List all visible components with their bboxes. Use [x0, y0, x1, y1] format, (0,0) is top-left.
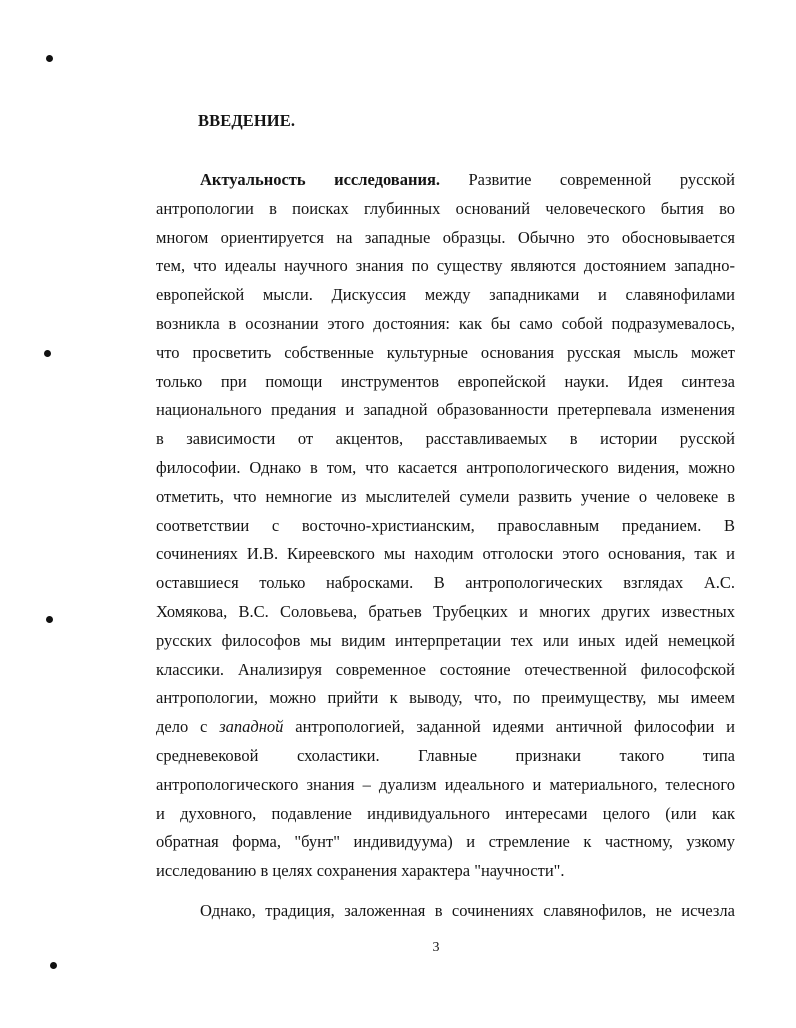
text-line: возникла в осознании этого достояния: как бы само собой подразумевалось, — [156, 313, 735, 333]
italic-term: западной — [219, 717, 284, 737]
bold-term: исследования. — [334, 170, 441, 189]
text-line: обратная форма, "бунт" индивидуума) и стремление к частному, узкому — [156, 832, 735, 852]
text-line: многом ориентируется на западные образцы. Обычно это обосновывается — [156, 227, 735, 247]
text-line: русских философов мы видим интерпретации тех или иных идей немецкой — [156, 630, 735, 650]
text-line: сочинениях И.В. Киреевского мы находим отголоски этого основания, так и — [156, 544, 735, 564]
text-line: антропологии, можно прийти к выводу, что, по преимуществу, мы имеем — [156, 688, 735, 708]
text-line: средневековой схоластики. Главные признаки такого типа — [156, 745, 735, 765]
bold-term: Актуальность — [200, 170, 306, 189]
page-number: 3 — [432, 940, 440, 955]
paragraph-relevance — [156, 166, 735, 886]
text-line: соответствии с восточно-христианским, православным преданием. В — [156, 515, 735, 535]
text-line: и духовного, подавление индивидуального интересами целого (или как — [156, 803, 735, 823]
text-line: антропологического знания – дуализм идеального и материального, телесного — [156, 774, 735, 794]
text-line: тем, что идеалы научного знания по существу являются достоянием западно- — [156, 256, 735, 276]
text-line: европейской мысли. Дискуссия между западниками и славянофилами — [156, 285, 735, 305]
text-line: только при помощи инструментов европейской науки. Идея синтеза — [156, 371, 735, 391]
paragraph-continuation — [156, 897, 735, 926]
text-fragment: дело с — [156, 717, 208, 737]
text-line: исследованию в целях сохранения характера "научности". — [156, 861, 565, 881]
section-title: ВВЕДЕНИЕ. — [198, 111, 296, 130]
binder-hole-mark — [50, 962, 57, 969]
text-line: Однако, традиция, заложенная в сочинениях славянофилов, не исчезла — [200, 901, 735, 920]
text-line — [156, 713, 735, 742]
text-line: философии. Однако в том, что касается антропологического видения, можно — [156, 457, 735, 477]
binder-hole-mark — [46, 55, 53, 62]
text-line — [156, 166, 735, 195]
text-line: отметить, что немногие из мыслителей сумели развить учение о человеке в — [156, 486, 735, 506]
binder-hole-mark — [46, 616, 53, 623]
text-line: антропологии в поисках глубинных оснований человеческого бытия во — [156, 198, 735, 218]
text-line: национального предания и западной образованности претерпевала изменения — [156, 400, 735, 420]
text-line: что просветить собственные культурные основания русская мысль может — [156, 342, 735, 362]
text-line: Хомякова, В.С. Соловьева, братьев Трубецких и многих других известных — [156, 601, 735, 621]
text-fragment: антропологией, заданной идеями античной философии и — [295, 717, 736, 737]
text-line: классики. Анализируя современное состояние отечественной философской — [156, 659, 735, 679]
text-line: оставшиеся только набросками. В антропологических взглядах А.С. — [156, 573, 735, 593]
text-fragment: Развитие современной русской — [468, 170, 736, 189]
binder-hole-mark — [44, 350, 51, 357]
text-line: в зависимости от акцентов, расставливаемых в истории русской — [156, 429, 735, 449]
